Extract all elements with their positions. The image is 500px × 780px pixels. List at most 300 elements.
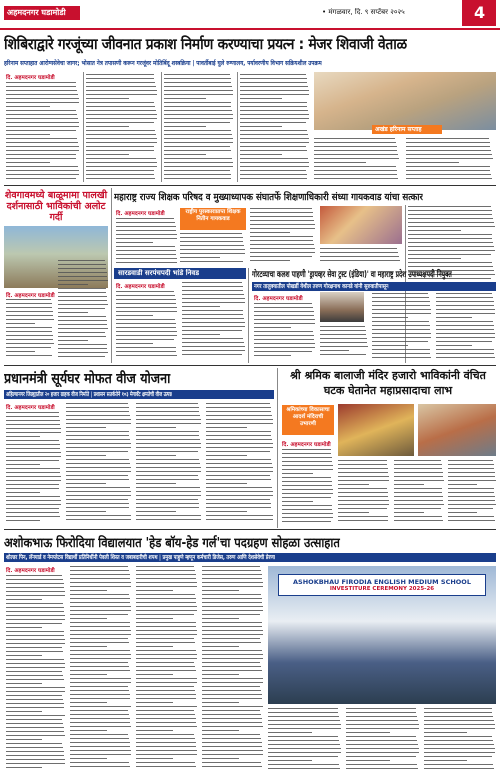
text-line [116, 262, 177, 263]
text-line [136, 646, 173, 647]
rule [161, 72, 162, 182]
story4-headline: सारडवाडी सरपंचपदी भांडे निवड [118, 269, 200, 277]
text-line [6, 355, 52, 356]
text-line [338, 468, 388, 469]
text-line [164, 98, 206, 99]
text-line [70, 742, 130, 743]
text-line [136, 746, 196, 747]
text-line [136, 610, 197, 611]
lead-byline: दि. अहमदनगर घडामोडी [6, 75, 55, 81]
text-line [86, 106, 155, 107]
text-line [136, 511, 176, 512]
text-line [206, 471, 273, 472]
text-line [136, 431, 199, 432]
text-line [424, 764, 493, 765]
text-line [282, 461, 332, 462]
text-line [182, 342, 244, 343]
masthead [0, 0, 500, 30]
text-line [254, 303, 312, 304]
text-line [346, 740, 417, 741]
text-line [240, 102, 307, 103]
text-line [436, 357, 495, 358]
text-line [86, 114, 157, 115]
text-line [6, 579, 63, 580]
text-line [6, 627, 42, 628]
text-line [448, 476, 495, 477]
text-line [448, 480, 496, 481]
text-line [436, 305, 494, 306]
text-line [182, 350, 245, 351]
text-line [206, 443, 273, 444]
story3-byline: दि. अहमदनगर घडामोडी [116, 211, 165, 217]
text-line [372, 325, 430, 326]
lead-body-col2 [86, 74, 158, 182]
story3-headline-wrap [114, 190, 496, 204]
text-line [320, 346, 368, 347]
text-line [182, 302, 245, 303]
text-line [268, 708, 338, 709]
text-line [6, 440, 59, 441]
text-line [394, 496, 443, 497]
text-line [70, 606, 131, 607]
lead-body-col1 [6, 82, 80, 182]
text-line [240, 122, 306, 123]
text-line [408, 254, 491, 255]
text-line [66, 451, 128, 452]
text-line [70, 686, 128, 687]
section-divider [4, 365, 496, 366]
text-line [202, 570, 261, 571]
text-line [70, 622, 130, 623]
text-line [254, 307, 313, 308]
text-line [206, 423, 273, 424]
text-line [86, 134, 156, 135]
text-line [436, 337, 495, 338]
text-line [254, 343, 315, 344]
text-line [406, 166, 490, 167]
text-line [424, 728, 495, 729]
story6-headline-wrap [4, 369, 274, 387]
text-line [70, 694, 130, 695]
text-line [338, 520, 388, 521]
text-line [70, 746, 130, 747]
text-line [116, 218, 174, 219]
text-line [202, 646, 239, 647]
story5-subhead: नगर तालुक्यातील पोखर्डी येथील तरुण गोरक्षनाथ कानडे यांनी सुरुवातीपासून [254, 284, 389, 290]
text-line [206, 439, 272, 440]
text-line [66, 435, 129, 436]
text-line [66, 427, 106, 428]
text-line [206, 491, 273, 492]
text-line [136, 439, 200, 440]
text-line [314, 146, 397, 147]
text-line [240, 146, 306, 147]
text-line [116, 222, 175, 223]
text-line [346, 744, 418, 745]
text-line [6, 319, 54, 320]
text-line [6, 456, 61, 457]
text-line [424, 740, 493, 741]
text-line [164, 110, 232, 111]
text-line [268, 724, 341, 725]
text-line [6, 94, 78, 95]
text-line [320, 330, 366, 331]
text-line [268, 732, 312, 733]
text-line [58, 324, 107, 325]
text-line [314, 166, 396, 167]
text-line [6, 343, 54, 344]
story2-body-col2 [58, 260, 108, 361]
text-line [136, 495, 201, 496]
text-line [58, 344, 107, 345]
text-line [6, 719, 62, 720]
text-line [182, 310, 243, 311]
text-line [206, 467, 273, 468]
text-line [424, 768, 494, 769]
text-line [66, 459, 129, 460]
text-line [408, 222, 494, 223]
text-line [206, 463, 272, 464]
text-line [320, 260, 400, 261]
text-line [136, 666, 195, 667]
text-line [164, 106, 231, 107]
text-line [6, 647, 62, 648]
lead-photo-caption-bg [372, 125, 442, 134]
text-line [268, 720, 340, 721]
text-line [6, 492, 40, 493]
text-line [58, 356, 105, 357]
text-line [6, 327, 52, 328]
text-line [424, 748, 495, 749]
text-line [202, 694, 262, 695]
text-line [6, 743, 62, 744]
text-line [6, 420, 60, 421]
story7-photo-2 [418, 404, 496, 456]
text-line [70, 582, 131, 583]
text-line [254, 355, 291, 356]
text-line [394, 500, 443, 501]
text-line [70, 726, 131, 727]
text-line [136, 602, 196, 603]
text-line [66, 455, 106, 456]
text-line [136, 566, 194, 567]
text-line [136, 734, 194, 735]
text-line [372, 329, 430, 330]
text-line [282, 501, 313, 502]
text-line [6, 611, 64, 612]
text-line [6, 663, 65, 664]
text-line [202, 702, 239, 703]
text-line [6, 162, 50, 163]
text-line [206, 455, 247, 456]
text-line [182, 294, 244, 295]
text-line [394, 464, 442, 465]
text-line [6, 667, 65, 668]
text-line [250, 256, 312, 257]
text-line [182, 346, 245, 347]
text-line [66, 415, 130, 416]
text-line [6, 476, 61, 477]
text-line [436, 293, 492, 294]
text-line [240, 110, 308, 111]
text-line [240, 94, 309, 95]
text-line [136, 519, 201, 520]
text-line [136, 762, 195, 763]
text-line [58, 336, 106, 337]
text-line [70, 754, 131, 755]
text-line [240, 174, 307, 175]
text-line [136, 459, 199, 460]
text-line [6, 583, 64, 584]
text-line [394, 488, 442, 489]
text-line [136, 574, 196, 575]
text-line [394, 520, 443, 521]
text-line [346, 732, 390, 733]
story7-headline: श्री श्रमिक बालाजी मंदिर हजारो भाविकांनी वंचित घटक घेतानेत महाप्रसादाचा लाभ [290, 369, 486, 397]
text-line [202, 650, 262, 651]
text-line [164, 130, 231, 131]
section-divider [4, 185, 496, 186]
text-line [66, 463, 130, 464]
rule [248, 268, 249, 363]
paper-name-box [4, 6, 80, 20]
text-line [206, 447, 273, 448]
text-line [424, 720, 494, 721]
text-line [448, 488, 494, 489]
text-line [70, 674, 107, 675]
text-line [6, 331, 52, 332]
text-line [86, 154, 129, 155]
text-line [6, 122, 79, 123]
text-line [6, 170, 79, 171]
text-line [164, 118, 233, 119]
text-line [202, 638, 260, 639]
lead-subhead: हरिनाम सप्ताहात आरोग्यसेवेचा जागर; भोसात नेत्र तपासणी करून गरजूंवर मोतिबिंदू शस्त्रक्रिया | पावर्तीबाई घुले रुग्णालय, पर्यावरणीय विभाग सक्रियशील उपक्रम [4, 60, 322, 67]
text-line [206, 487, 272, 488]
text-line [202, 622, 262, 623]
text-line [66, 515, 131, 516]
text-line [164, 158, 232, 159]
text-line [6, 118, 78, 119]
text-line [6, 307, 52, 308]
date-line: • मंगळवार, दि. ९ सप्टेंबर २०२५ [322, 8, 405, 16]
text-line [6, 436, 40, 437]
text-line [436, 349, 494, 350]
text-line [240, 106, 307, 107]
story6-headline: प्रधानमंत्री सूर्यघर मोफत वीज योजना [4, 371, 171, 387]
text-line [58, 300, 107, 301]
text-line [338, 488, 387, 489]
text-line [58, 312, 88, 313]
text-line [406, 178, 492, 179]
text-line [66, 479, 129, 480]
text-line [86, 122, 154, 123]
text-line [116, 311, 177, 312]
text-line [164, 90, 233, 91]
text-line [436, 321, 493, 322]
text-line [282, 493, 333, 494]
text-line [202, 574, 262, 575]
text-line [202, 718, 262, 719]
text-line [86, 98, 129, 99]
text-line [58, 260, 105, 261]
text-line [6, 699, 63, 700]
text-line [6, 659, 64, 660]
text-line [86, 150, 154, 151]
text-line [86, 158, 156, 159]
text-line [448, 500, 495, 501]
text-line [202, 654, 263, 655]
text-line [136, 638, 194, 639]
text-line [70, 602, 130, 603]
text-line [282, 469, 333, 470]
text-line [58, 328, 108, 329]
text-line [202, 610, 263, 611]
text-line [86, 110, 156, 111]
text-line [268, 728, 341, 729]
story5-photo [320, 292, 364, 322]
text-line [436, 353, 494, 354]
text-line [6, 166, 78, 167]
text-line [202, 578, 262, 579]
text-line [406, 150, 491, 151]
story8-byline: दि. अहमदनगर घडामोडी [6, 568, 55, 574]
text-line [66, 403, 128, 404]
text-line [180, 253, 245, 254]
text-line [136, 674, 173, 675]
text-line [394, 476, 443, 477]
text-line [202, 670, 262, 671]
text-line [70, 574, 130, 575]
story3-badge [180, 208, 246, 230]
text-line [70, 698, 130, 699]
text-line [206, 427, 247, 428]
text-line [66, 487, 130, 488]
text-line [338, 460, 387, 461]
text-line [136, 487, 200, 488]
text-line [314, 138, 395, 139]
text-line [136, 479, 199, 480]
text-line [58, 352, 108, 353]
text-line [86, 146, 154, 147]
text-line [394, 484, 424, 485]
text-line [436, 329, 494, 330]
text-line [202, 758, 239, 759]
text-line [282, 477, 331, 478]
text-line [116, 315, 153, 316]
text-line [254, 351, 312, 352]
text-line [66, 447, 131, 448]
text-line [282, 497, 331, 498]
rule [277, 368, 278, 528]
text-line [116, 347, 176, 348]
text-line [6, 751, 64, 752]
text-line [164, 78, 231, 79]
text-line [6, 347, 51, 348]
text-line [254, 339, 314, 340]
text-line [136, 690, 195, 691]
text-line [136, 654, 197, 655]
text-line [70, 714, 129, 715]
text-line [58, 304, 108, 305]
text-line [6, 635, 64, 636]
text-line [6, 723, 63, 724]
text-line [116, 335, 177, 336]
text-line [202, 722, 262, 723]
text-line [164, 146, 230, 147]
text-line [372, 317, 408, 318]
text-line [338, 472, 388, 473]
text-line [6, 150, 79, 151]
text-line [202, 686, 260, 687]
text-line [250, 252, 315, 253]
text-line [268, 736, 338, 737]
text-line [66, 419, 131, 420]
lead-headline: शिबिराद्वारे गरजूंच्या जीवनात प्रकाश निर्माण करण्याचा प्रयत्न : मेजर शिवाजी वेताळ [4, 35, 407, 53]
text-line [6, 339, 53, 340]
text-line [66, 407, 129, 408]
text-line [180, 237, 243, 238]
story7-badge [282, 405, 334, 435]
text-line [86, 74, 154, 75]
text-line [136, 662, 194, 663]
text-line [314, 178, 398, 179]
text-line [282, 453, 331, 454]
text-line [66, 483, 106, 484]
text-line [58, 332, 105, 333]
text-line [164, 82, 231, 83]
story2-headline: शेवगावमध्ये बाळूमामा पालखी दर्शनासाठी भाविकांची अलोट गर्दी [4, 190, 108, 223]
text-line [268, 716, 339, 717]
text-line [6, 731, 64, 732]
text-line [436, 345, 472, 346]
story7-badge-text: श्रमिकांच्या विकासाचा आदर्श मंदिराची उभारणी [286, 407, 330, 427]
text-line [372, 349, 430, 350]
text-line [136, 455, 176, 456]
text-line [346, 752, 419, 753]
text-line [6, 311, 53, 312]
text-line [6, 114, 77, 115]
text-line [86, 174, 154, 175]
text-line [6, 142, 78, 143]
text-line [6, 335, 53, 336]
text-line [206, 511, 247, 512]
text-line [58, 284, 88, 285]
text-line [6, 595, 65, 596]
story3-body-col4 [320, 248, 402, 266]
text-line [6, 484, 59, 485]
text-line [250, 244, 314, 245]
text-line [58, 348, 107, 349]
text-line [250, 216, 313, 217]
text-line [70, 654, 131, 655]
text-line [408, 226, 495, 227]
text-line [202, 706, 263, 707]
text-line [116, 254, 176, 255]
text-line [66, 503, 129, 504]
text-line [66, 511, 106, 512]
text-line [58, 280, 108, 281]
text-line [448, 512, 477, 513]
text-line [66, 499, 128, 500]
text-line [70, 738, 129, 739]
text-line [448, 472, 495, 473]
text-line [136, 702, 173, 703]
text-line [66, 471, 131, 472]
text-line [66, 467, 131, 468]
text-line [70, 734, 128, 735]
text-line [116, 226, 176, 227]
